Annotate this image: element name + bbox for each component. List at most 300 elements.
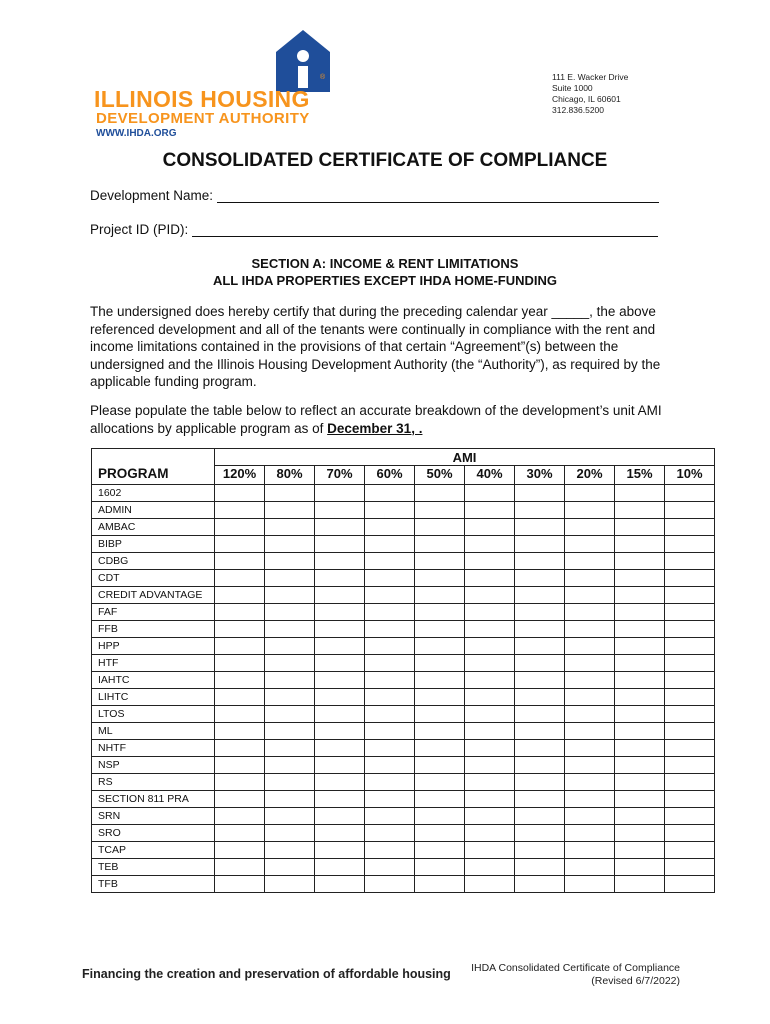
ami-entry-cell[interactable] [565,519,615,536]
ami-entry-cell[interactable] [565,672,615,689]
ami-entry-cell[interactable] [415,604,465,621]
house-logo-icon [276,30,330,92]
ami-entry-cell[interactable] [665,757,715,774]
ami-entry-cell[interactable] [465,757,515,774]
ami-entry-cell[interactable] [415,519,465,536]
program-name-cell: CDT [92,570,215,587]
ami-entry-cell[interactable] [565,859,615,876]
ami-entry-cell[interactable] [665,553,715,570]
ami-entry-cell[interactable] [265,825,315,842]
ami-entry-cell[interactable] [415,587,465,604]
ami-entry-cell[interactable] [215,519,265,536]
ami-column-header: 50% [415,466,465,485]
ami-entry-cell[interactable] [465,791,515,808]
ami-entry-cell[interactable] [315,570,365,587]
ami-entry-cell[interactable] [665,621,715,638]
table-row [92,689,715,706]
ami-entry-cell[interactable] [515,655,565,672]
ami-entry-cell[interactable] [365,706,415,723]
ami-entry-cell[interactable] [315,842,365,859]
ami-entry-cell[interactable] [365,621,415,638]
ami-entry-cell[interactable] [415,706,465,723]
ami-entry-cell[interactable] [565,553,615,570]
ami-entry-cell[interactable] [665,723,715,740]
ami-entry-cell[interactable] [465,570,515,587]
ami-entry-cell[interactable] [265,502,315,519]
table-row [92,706,715,723]
ami-entry-cell[interactable] [315,825,365,842]
ami-entry-cell[interactable] [515,825,565,842]
ami-entry-cell[interactable] [315,587,365,604]
ami-entry-cell[interactable] [365,604,415,621]
ami-entry-cell[interactable] [415,672,465,689]
ami-entry-cell[interactable] [215,485,265,502]
ami-entry-cell[interactable] [365,808,415,825]
table-row [92,740,715,757]
ami-entry-cell[interactable] [365,536,415,553]
ami-entry-cell[interactable] [415,723,465,740]
ami-entry-cell[interactable] [215,502,265,519]
ami-entry-cell[interactable] [265,485,315,502]
ami-entry-cell[interactable] [415,791,465,808]
ami-entry-cell[interactable] [665,604,715,621]
ami-entry-cell[interactable] [215,791,265,808]
ami-entry-cell[interactable] [315,808,365,825]
ami-entry-cell[interactable] [465,740,515,757]
program-name-cell: FAF [92,604,215,621]
ami-entry-cell[interactable] [415,570,465,587]
ami-entry-cell[interactable] [615,706,665,723]
ami-entry-cell[interactable] [665,485,715,502]
ami-entry-cell[interactable] [515,791,565,808]
ami-entry-cell[interactable] [215,672,265,689]
ami-entry-cell[interactable] [265,553,315,570]
table-row [92,859,715,876]
ami-entry-cell[interactable] [565,706,615,723]
ami-entry-cell[interactable] [565,638,615,655]
ami-entry-cell[interactable] [615,621,665,638]
ami-entry-cell[interactable] [315,519,365,536]
table-row [92,485,715,502]
ami-entry-cell[interactable] [615,485,665,502]
ami-entry-cell[interactable] [515,638,565,655]
ami-entry-cell[interactable] [465,502,515,519]
ami-entry-cell[interactable] [315,876,365,893]
ami-entry-cell[interactable] [215,604,265,621]
ami-entry-cell[interactable] [365,587,415,604]
ami-entry-cell[interactable] [265,723,315,740]
ami-entry-cell[interactable] [565,876,615,893]
ami-entry-cell[interactable] [215,859,265,876]
table-row [92,723,715,740]
ami-entry-cell[interactable] [465,689,515,706]
ami-entry-cell[interactable] [265,638,315,655]
ami-entry-cell[interactable] [365,723,415,740]
ami-entry-cell[interactable] [315,723,365,740]
ami-entry-cell[interactable] [615,638,665,655]
ami-entry-cell[interactable] [265,808,315,825]
footer-revised-date: (Revised 6/7/2022) [591,975,680,987]
ami-entry-cell[interactable] [465,485,515,502]
ami-entry-cell[interactable] [415,655,465,672]
table-row [92,757,715,774]
ami-entry-cell[interactable] [515,842,565,859]
development-name-label: Development Name: [90,188,214,203]
ami-entry-cell[interactable] [615,672,665,689]
table-row [92,638,715,655]
ami-entry-cell[interactable] [315,859,365,876]
ami-entry-cell[interactable] [415,638,465,655]
ami-entry-cell[interactable] [665,876,715,893]
address-block [552,72,628,116]
ami-entry-cell[interactable] [365,876,415,893]
ami-entry-cell[interactable] [665,706,715,723]
ami-entry-cell[interactable] [615,689,665,706]
ami-entry-cell[interactable] [565,604,615,621]
ami-entry-cell[interactable] [315,757,365,774]
ami-entry-cell[interactable] [565,536,615,553]
ami-entry-cell[interactable] [465,621,515,638]
ami-entry-cell[interactable] [615,825,665,842]
ami-entry-cell[interactable] [215,774,265,791]
ami-entry-cell[interactable] [665,842,715,859]
ami-entry-cell[interactable] [515,689,565,706]
ami-entry-cell[interactable] [665,808,715,825]
ami-entry-cell[interactable] [665,689,715,706]
ami-entry-cell[interactable] [615,604,665,621]
ami-entry-cell[interactable] [565,655,615,672]
ami-entry-cell[interactable] [615,519,665,536]
ami-entry-cell[interactable] [365,791,415,808]
ami-entry-cell[interactable] [365,519,415,536]
ami-entry-cell[interactable] [265,842,315,859]
ami-entry-cell[interactable] [665,519,715,536]
ami-entry-cell[interactable] [315,502,365,519]
ami-entry-cell[interactable] [265,740,315,757]
ami-entry-cell[interactable] [265,655,315,672]
ami-entry-cell[interactable] [665,791,715,808]
table-row [92,774,715,791]
development-name-input-line[interactable] [217,188,659,203]
ami-entry-cell[interactable] [315,638,365,655]
ami-entry-cell[interactable] [315,485,365,502]
ami-entry-cell[interactable] [665,740,715,757]
ami-entry-cell[interactable] [365,825,415,842]
ami-entry-cell[interactable] [415,757,465,774]
ami-entry-cell[interactable] [565,842,615,859]
development-name-field [90,188,659,203]
ami-entry-cell[interactable] [465,774,515,791]
ami-entry-cell[interactable] [315,791,365,808]
ami-entry-cell[interactable] [265,536,315,553]
ami-entry-cell[interactable] [315,553,365,570]
program-name-cell: LIHTC [92,689,215,706]
ami-column-header: 40% [465,466,515,485]
as-of-date: December 31, . [327,420,423,436]
instruction-paragraph [90,402,690,437]
ami-entry-cell[interactable] [465,859,515,876]
table-row [92,876,715,893]
ami-entry-cell[interactable] [465,536,515,553]
ami-entry-cell[interactable] [415,740,465,757]
program-name-cell: HTF [92,655,215,672]
ami-entry-cell[interactable] [665,638,715,655]
table-row [92,502,715,519]
ami-entry-cell[interactable] [365,740,415,757]
ami-entry-cell[interactable] [215,570,265,587]
ami-entry-cell[interactable] [615,536,665,553]
ami-entry-cell[interactable] [565,502,615,519]
ami-entry-cell[interactable] [265,672,315,689]
ami-entry-cell[interactable] [515,519,565,536]
ami-entry-cell[interactable] [515,859,565,876]
program-name-cell: LTOS [92,706,215,723]
ami-entry-cell[interactable] [515,757,565,774]
ami-entry-cell[interactable] [315,655,365,672]
ami-entry-cell[interactable] [665,587,715,604]
ami-header: AMI [215,449,715,466]
ami-entry-cell[interactable] [615,502,665,519]
ami-entry-cell[interactable] [415,859,465,876]
ami-entry-cell[interactable] [265,791,315,808]
ami-entry-cell[interactable] [215,757,265,774]
ami-entry-cell[interactable] [615,570,665,587]
ami-entry-cell[interactable] [315,706,365,723]
ami-entry-cell[interactable] [565,485,615,502]
ami-entry-cell[interactable] [365,502,415,519]
ami-entry-cell[interactable] [215,706,265,723]
ami-entry-cell[interactable] [415,842,465,859]
ami-entry-cell[interactable] [365,672,415,689]
ami-entry-cell[interactable] [215,689,265,706]
ami-entry-cell[interactable] [415,553,465,570]
ami-entry-cell[interactable] [465,519,515,536]
ami-entry-cell[interactable] [415,485,465,502]
ami-entry-cell[interactable] [665,774,715,791]
ami-entry-cell[interactable] [465,638,515,655]
ami-entry-cell[interactable] [615,791,665,808]
table-row [92,570,715,587]
ami-entry-cell[interactable] [415,774,465,791]
ami-entry-cell[interactable] [665,570,715,587]
table-row [92,842,715,859]
program-name-cell: RS [92,774,215,791]
ami-entry-cell[interactable] [215,825,265,842]
footer-tagline: Financing the creation and preservation of affordable housing [82,967,451,981]
ami-entry-cell[interactable] [365,485,415,502]
ami-entry-cell[interactable] [515,723,565,740]
ami-column-header: 30% [515,466,565,485]
table-row [92,825,715,842]
ami-entry-cell[interactable] [415,536,465,553]
ami-entry-cell[interactable] [215,740,265,757]
ami-entry-cell[interactable] [215,655,265,672]
ami-entry-cell[interactable] [515,502,565,519]
registered-mark: ® [320,74,326,81]
ami-entry-cell[interactable] [365,655,415,672]
ami-entry-cell[interactable] [265,570,315,587]
ami-entry-cell[interactable] [665,502,715,519]
ami-entry-cell[interactable] [565,740,615,757]
address-line: 111 E. Wacker Drive [552,72,629,82]
ami-entry-cell[interactable] [315,621,365,638]
ami-entry-cell[interactable] [315,672,365,689]
project-id-input-line[interactable] [192,222,658,237]
ami-entry-cell[interactable] [215,587,265,604]
ami-entry-cell[interactable] [665,655,715,672]
ami-entry-cell[interactable] [465,587,515,604]
ami-entry-cell[interactable] [415,825,465,842]
ami-entry-cell[interactable] [565,757,615,774]
ami-entry-cell[interactable] [465,825,515,842]
ami-entry-cell[interactable] [365,689,415,706]
table-row [92,587,715,604]
ami-entry-cell[interactable] [265,859,315,876]
program-name-cell: NHTF [92,740,215,757]
ami-entry-cell[interactable] [615,655,665,672]
ami-entry-cell[interactable] [565,587,615,604]
ami-entry-cell[interactable] [615,757,665,774]
ami-entry-cell[interactable] [665,672,715,689]
ami-entry-cell[interactable] [415,502,465,519]
ami-entry-cell[interactable] [415,621,465,638]
ami-entry-cell[interactable] [515,553,565,570]
ami-entry-cell[interactable] [265,876,315,893]
ami-entry-cell[interactable] [615,876,665,893]
ami-column-header: 10% [665,466,715,485]
ami-entry-cell[interactable] [415,876,465,893]
ami-entry-cell[interactable] [515,808,565,825]
ami-entry-cell[interactable] [265,587,315,604]
instruction-text: Please populate the table below to reflect an accurate breakdown of the development’s unit AMI allocations by applicable program as of [90,403,662,436]
ami-entry-cell[interactable] [515,536,565,553]
ami-entry-cell[interactable] [465,808,515,825]
ami-entry-cell[interactable] [365,570,415,587]
program-name-cell: AMBAC [92,519,215,536]
ami-entry-cell[interactable] [465,553,515,570]
ami-entry-cell[interactable] [515,587,565,604]
ami-entry-cell[interactable] [265,621,315,638]
ami-entry-cell[interactable] [615,859,665,876]
ami-entry-cell[interactable] [365,757,415,774]
ami-entry-cell[interactable] [465,876,515,893]
ami-column-header: 120% [215,466,265,485]
ami-entry-cell[interactable] [315,604,365,621]
ami-entry-cell[interactable] [515,604,565,621]
ami-entry-cell[interactable] [215,621,265,638]
ami-entry-cell[interactable] [615,808,665,825]
address-line: Suite 1000 [552,83,593,93]
table-row [92,553,715,570]
program-header: PROGRAM [92,466,215,485]
section-heading-line2: ALL IHDA PROPERTIES EXCEPT IHDA HOME-FUNDING [212,273,558,288]
ami-entry-cell[interactable] [465,706,515,723]
ami-entry-cell[interactable] [515,876,565,893]
ami-entry-cell[interactable] [615,723,665,740]
ami-entry-cell[interactable] [565,825,615,842]
ami-entry-cell[interactable] [515,706,565,723]
ami-entry-cell[interactable] [315,689,365,706]
ami-entry-cell[interactable] [515,740,565,757]
ami-entry-cell[interactable] [615,587,665,604]
ami-entry-cell[interactable] [515,570,565,587]
ami-entry-cell[interactable] [365,859,415,876]
ami-entry-cell[interactable] [465,842,515,859]
ami-entry-cell[interactable] [315,774,365,791]
ami-entry-cell[interactable] [265,757,315,774]
ami-entry-cell[interactable] [215,638,265,655]
ami-entry-cell[interactable] [465,672,515,689]
ami-entry-cell[interactable] [465,723,515,740]
table-row [92,621,715,638]
program-name-cell: ML [92,723,215,740]
ami-entry-cell[interactable] [565,621,615,638]
ami-entry-cell[interactable] [615,842,665,859]
document-title: CONSOLIDATED CERTIFICATE OF COMPLIANCE [162,150,608,171]
ami-entry-cell[interactable] [215,536,265,553]
ami-entry-cell[interactable] [615,774,665,791]
ami-entry-cell[interactable] [465,604,515,621]
ami-entry-cell[interactable] [565,570,615,587]
ami-entry-cell[interactable] [565,808,615,825]
table-row [92,791,715,808]
ami-entry-cell[interactable] [565,689,615,706]
ami-entry-cell[interactable] [665,825,715,842]
ami-entry-cell[interactable] [215,723,265,740]
ami-entry-cell[interactable] [365,553,415,570]
ami-entry-cell[interactable] [515,621,565,638]
ami-entry-cell[interactable] [365,774,415,791]
ami-entry-cell[interactable] [515,774,565,791]
program-name-cell: SECTION 811 PRA [92,791,215,808]
program-name-cell: CDBG [92,553,215,570]
ami-entry-cell[interactable] [215,808,265,825]
program-name-cell: SRN [92,808,215,825]
ami-entry-cell[interactable] [215,842,265,859]
ami-entry-cell[interactable] [665,536,715,553]
ami-entry-cell[interactable] [265,689,315,706]
program-name-cell: BIBP [92,536,215,553]
logo-text-line1: ILLINOIS HOUSING [94,86,310,112]
ami-entry-cell[interactable] [315,740,365,757]
ami-entry-cell[interactable] [315,536,365,553]
table-row [92,672,715,689]
program-name-cell: ADMIN [92,502,215,519]
certification-paragraph: The undersigned does hereby certify that during the preceding calendar year _____, the above referenced development and all of the tenants were continually in compliance with the rent and income limitations contained in the provisions of that certain “Agreement”(s) between the undersigned and the Illinois Housing Development Authority (the “Authority”), as required by the applicable funding program. [90,304,661,389]
ami-entry-cell[interactable] [265,604,315,621]
ami-entry-cell[interactable] [565,791,615,808]
ami-entry-cell[interactable] [515,672,565,689]
logo-url: WWW.IHDA.ORG [96,128,177,139]
ami-entry-cell[interactable] [615,553,665,570]
ami-entry-cell[interactable] [365,638,415,655]
ami-entry-cell[interactable] [365,842,415,859]
ami-entry-cell[interactable] [415,808,465,825]
ami-entry-cell[interactable] [215,876,265,893]
ami-entry-cell[interactable] [565,774,615,791]
ami-entry-cell[interactable] [215,553,265,570]
ami-entry-cell[interactable] [265,519,315,536]
ami-entry-cell[interactable] [415,689,465,706]
address-line: 312.836.5200 [552,105,604,115]
ami-entry-cell[interactable] [615,740,665,757]
ami-entry-cell[interactable] [465,655,515,672]
ami-entry-cell[interactable] [665,859,715,876]
ami-entry-cell[interactable] [515,485,565,502]
ami-entry-cell[interactable] [265,774,315,791]
ami-entry-cell[interactable] [565,723,615,740]
ami-entry-cell[interactable] [265,706,315,723]
